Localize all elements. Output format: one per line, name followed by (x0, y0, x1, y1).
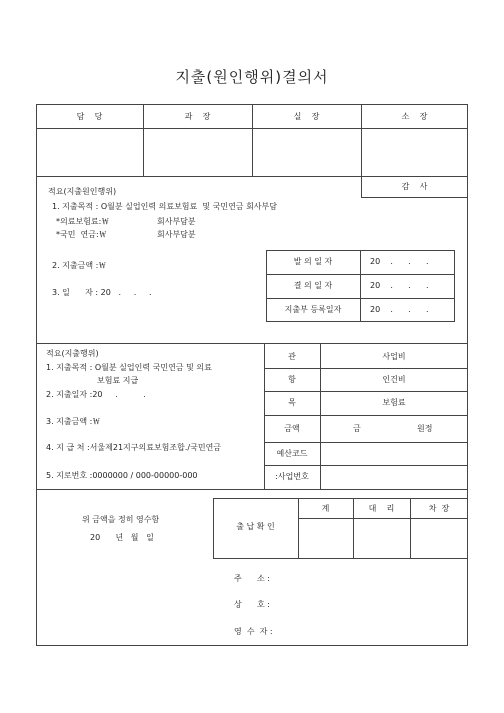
budget-gwan-value: 사업비 (382, 352, 406, 361)
budget-row-line-3 (264, 415, 468, 416)
budget-row-line-1 (264, 368, 468, 369)
budget-amount-unit: 원정 (417, 424, 433, 433)
approval-head-section-chief: 과 장 (184, 112, 211, 121)
budget-table-col-line (320, 343, 321, 489)
approval-head-office-chief: 실 장 (293, 112, 320, 121)
company-field-label: 상 호 : (234, 600, 270, 609)
approval-head-director: 소 장 (401, 112, 428, 121)
proposal-date-label: 발 의 일 자 (293, 257, 333, 266)
confirm-table-header-line (298, 518, 468, 519)
medical-company-share: 회사부담분 (157, 217, 196, 226)
budget-hang-label: 항 (288, 375, 296, 384)
receipt-statement: 위 금액을 정히 영수함 (82, 515, 160, 524)
cashier-confirm-label: 출 납 확 인 (236, 522, 275, 531)
pension-company-share: 회사부담분 (157, 230, 196, 239)
action-purpose-line2: 보험료 지급 (97, 376, 139, 385)
confirm-head-vice-manager: 차 장 (428, 504, 450, 513)
date-box-col-line (360, 250, 361, 322)
audit-label: 감 사 (401, 182, 428, 191)
address-field-label: 주 소 : (234, 574, 270, 583)
cause-purpose: 1. 지출목적 : O월분 실업인력 의료보험료 및 국민연금 회사부담 (52, 202, 277, 211)
ledger-date-value: 20 . . . (370, 305, 429, 314)
confirm-table-top-line (213, 498, 468, 499)
proposal-date-value: 20 . . . (370, 257, 429, 266)
budget-code-label: 예산코드 (276, 449, 308, 458)
budget-amount-mid: 금 (353, 424, 361, 433)
action-payee: 4. 지 급 처 :서울제21지구의료보험조합./국민연금 (46, 443, 222, 452)
cause-bottom-line (36, 343, 468, 344)
action-purpose-line1: 1. 지출목적 : O월분 실업인력 국민연금 및 의료 (46, 363, 212, 372)
confirm-head-clerk: 계 (321, 504, 330, 513)
budget-row-line-4 (264, 442, 468, 443)
action-bottom-line (36, 489, 468, 490)
confirm-table-bottom-line (213, 558, 468, 559)
budget-mok-value: 보험료 (382, 398, 406, 407)
ledger-date-label: 지출부 등록일자 (284, 305, 342, 314)
resolution-date-value: 20 . . . (370, 281, 429, 290)
budget-table-left-line (264, 343, 265, 489)
budget-amount-label: 금액 (284, 424, 300, 433)
medical-insurance-label: *의료보험료:￦ (56, 217, 110, 226)
page-title: 지출(원인행위)결의서 (175, 68, 329, 86)
receiver-field-label: 영 수 자 : (234, 627, 273, 636)
cause-amount: 2. 지출금액 :￦ (52, 261, 107, 270)
pension-label: *국민 연금:￦ (56, 230, 107, 239)
budget-mok-label: 목 (288, 398, 296, 407)
budget-hang-value: 인건비 (382, 375, 406, 384)
budget-row-line-2 (264, 391, 468, 392)
resolution-date-label: 결 의 일 자 (293, 281, 333, 290)
action-heading: 적요(지출행위) (46, 349, 99, 358)
business-number-label: :사업번호 (275, 472, 309, 481)
approval-head-staff: 담 당 (76, 112, 103, 121)
receipt-date: 20 년 월 일 (90, 533, 154, 542)
confirm-head-deputy: 대 리 (368, 504, 395, 513)
action-date: 2. 지출일자 :20 . . (46, 390, 146, 399)
cause-heading: 적요(지출원인행위) (48, 187, 117, 196)
cause-date: 3. 일 자 : 20 . . . (52, 288, 152, 297)
budget-row-line-5 (264, 465, 468, 466)
action-giro-number: 5. 지로번호 :0000000 / 000-00000-000 (46, 471, 198, 480)
action-amount: 3. 지출금액 :￦ (46, 417, 101, 426)
budget-gwan-label: 관 (288, 352, 296, 361)
